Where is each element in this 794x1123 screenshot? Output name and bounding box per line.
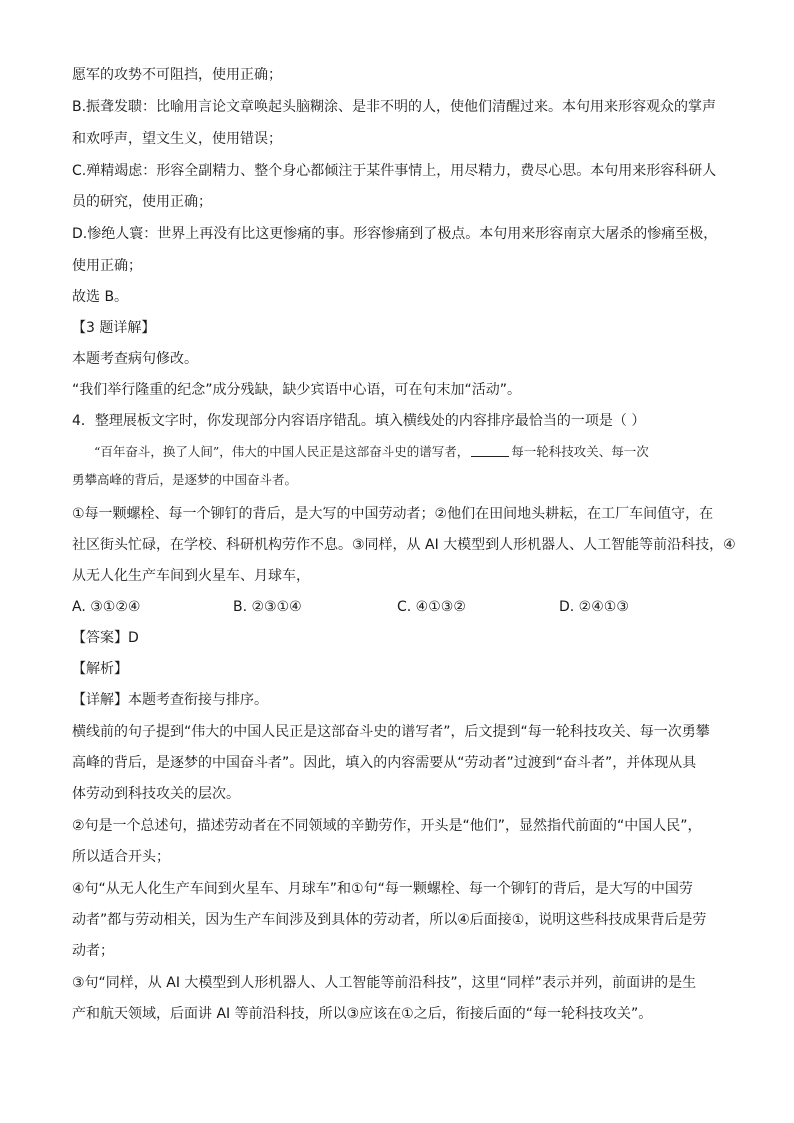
explanation-line: 所以适合开头； — [72, 849, 170, 865]
passage-text: “百年奋斗，换了人间”，伟大的中国人民正是这部奋斗史的谱写者， — [94, 444, 470, 459]
fill-blank — [471, 444, 509, 457]
explanation-line: 动者； — [72, 943, 114, 959]
text-line: 和欢呼声，望文生义，使用错误； — [72, 131, 282, 147]
text-line: 使用正确； — [72, 258, 142, 274]
option-b: B. ②③①④ — [233, 599, 302, 615]
explanation-line: ③句“同样，从 AI 大模型到人形机器人、人工智能等前沿科技”，这里“同样”表示并列，前面讲的是生 — [72, 975, 697, 991]
text-line: 愿军的攻势不可阻挡，使用正确； — [72, 67, 282, 83]
item-line: 社区街头忙碌，在学校、科研机构劳作不息。③同样，从 AI 大模型到人形机器人、人工智能等前沿科技，④ — [72, 537, 736, 553]
passage-line: 勇攀高峰的背后，是逐梦的中国奋斗者。 — [72, 472, 298, 487]
text-line: B.振聋发聩：比喻用言论文章唤起头脑糊涂、是非不明的人，使他们清醒过来。本句用来形容观众的掌声 — [72, 99, 717, 115]
text-line: 员的研究，使用正确； — [72, 194, 212, 210]
explanation-line: 【详解】本题考查衔接与排序。 — [72, 692, 268, 708]
explanation-line: 体劳动到科技攻关的层次。 — [72, 786, 240, 802]
explanation-line: ②句是一个总述句，描述劳动者在不同领域的辛勤劳作，开头是“他们”，显然指代前面的“中国人民”， — [72, 818, 702, 834]
text-line: 本题考查病句修改。 — [72, 351, 198, 367]
text-line: C.殚精竭虑：形容全副精力、整个身心都倾注于某件事情上，用尽精力，费尽心思。本句用来形容科研人 — [72, 163, 717, 179]
analysis-label: 【解析】 — [72, 661, 128, 677]
option-d: D. ②④①③ — [559, 599, 629, 615]
item-line: ①每一颗螺栓、每一个铆钉的背后，是大写的中国劳动者；②他们在田间地头耕耘，在工厂车间值守，在 — [72, 506, 714, 522]
section-heading: 【3 题详解】 — [72, 320, 156, 336]
answer-label: 【答案】D — [72, 630, 139, 646]
text-line: D.惨绝人寰：世界上再没有比这更惨痛的事。形容惨痛到了极点。本句用来形容南京大屠杀的惨痛至极， — [72, 226, 718, 242]
explanation-line: 横线前的句子提到“伟大的中国人民正是这部奋斗史的谱写者”，后文提到“每一轮科技攻关、每一次勇攀 — [72, 724, 710, 740]
text-line: 故选 B。 — [72, 289, 129, 305]
explanation-line: ④句“从无人化生产车间到火星车、月球车”和①句“每一颗螺栓、每一个铆钉的背后，是大写的中国劳 — [72, 881, 693, 897]
passage-text: 每一轮科技攻关、每一次 — [511, 444, 649, 459]
explanation-line: 动者”都与劳动相关，因为生产车间涉及到具体的劳动者，所以④后面接①，说明这些科技成果背后是劳 — [72, 912, 707, 928]
text-line: “我们举行隆重的纪念”成分残缺，缺少宾语中心语，可在句末加“活动”。 — [72, 382, 522, 398]
explanation-line: 产和航天领域，后面讲 AI 等前沿科技，所以③应该在①之后，衔接后面的“每一轮科技攻关”。 — [72, 1006, 653, 1022]
question-stem: 4．整理展板文字时，你发现部分内容语序错乱。填入横线处的内容排序最恰当的一项是（ ） — [72, 413, 646, 429]
explanation-line: 高峰的背后，是逐梦的中国奋斗者”。因此，填入的内容需要从“劳动者”过渡到“奋斗者”，并体现从具 — [72, 755, 697, 771]
option-c: C. ④①③② — [397, 599, 466, 615]
passage-line — [94, 443, 649, 461]
item-line: 从无人化生产车间到火星车、月球车， — [72, 568, 310, 584]
option-a: A. ③①②④ — [72, 599, 141, 615]
